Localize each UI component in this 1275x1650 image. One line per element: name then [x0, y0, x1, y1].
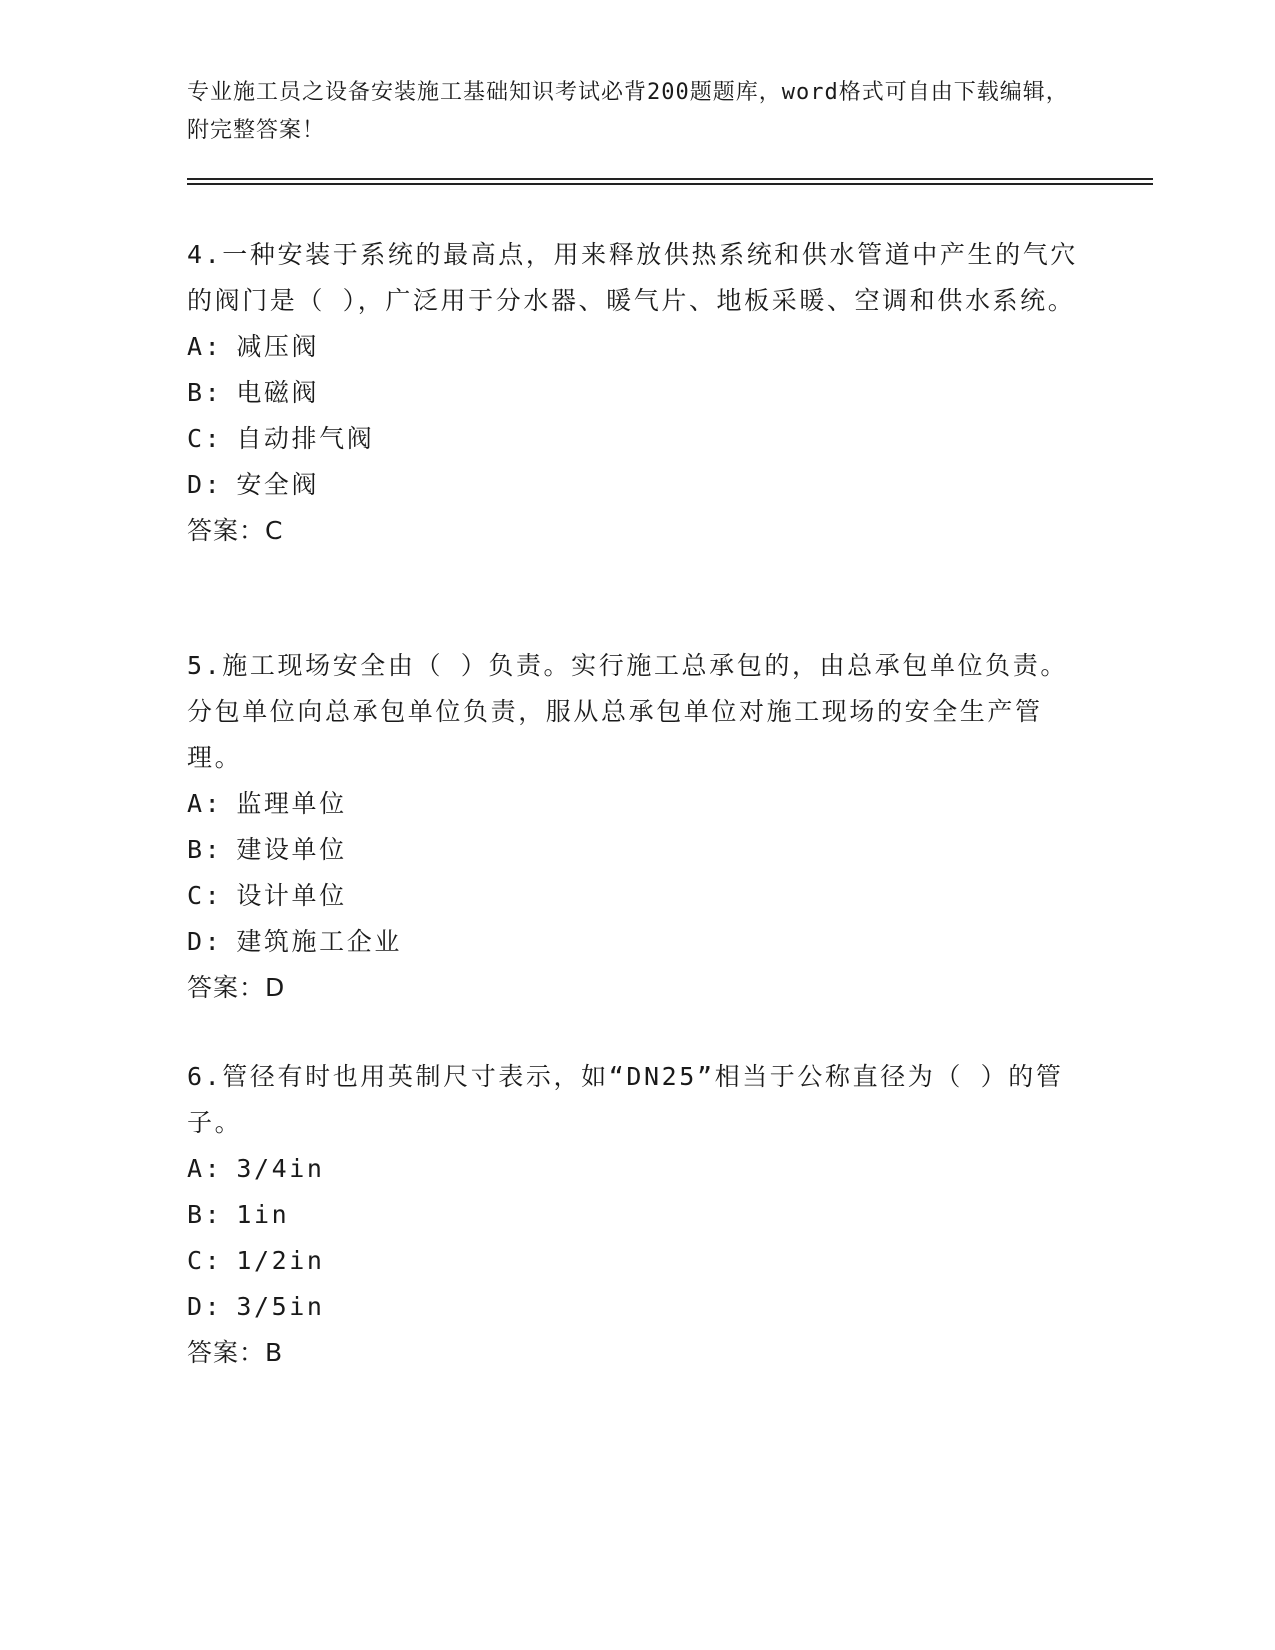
- question-stem: 6.管径有时也用英制尺寸表示，如“DN25”相当于公称直径为（ ）的管子。: [187, 1062, 1064, 1137]
- option-d: [187, 1284, 1087, 1330]
- answer-line: 答案：B: [187, 1338, 284, 1367]
- question-stem: 4.一种安装于系统的最高点，用来释放供热系统和供水管道中产生的气穴的阀门是（ ），广泛用于分水器、暖气片、地板采暖、空调和供水系统。: [187, 240, 1078, 315]
- option-c: [187, 1238, 1087, 1284]
- answer-line: 答案：C: [187, 516, 284, 545]
- option-key: A:: [187, 332, 223, 361]
- option-a: [187, 781, 1087, 827]
- option-key: D:: [187, 1292, 223, 1321]
- option-key: D:: [187, 927, 223, 956]
- question-5: [187, 643, 1087, 1011]
- question-4: [187, 232, 1087, 554]
- option-key: B:: [187, 835, 223, 864]
- option-d: [187, 919, 1087, 965]
- option-text: 建设单位: [236, 835, 347, 864]
- option-key: B:: [187, 378, 223, 407]
- option-text: 设计单位: [236, 881, 347, 910]
- option-c: [187, 416, 1087, 462]
- option-key: A:: [187, 1154, 223, 1183]
- option-d: [187, 462, 1087, 508]
- question-stem: 5.施工现场安全由（ ）负责。实行施工总承包的，由总承包单位负责。分包单位向总承包单位负责，服从总承包单位对施工现场的安全生产管理。: [187, 651, 1068, 772]
- header-divider-bottom: [187, 183, 1153, 185]
- option-text: 电磁阀: [236, 378, 320, 407]
- option-text: 建筑施工企业: [236, 927, 402, 956]
- option-c: [187, 873, 1087, 919]
- option-key: C:: [187, 424, 223, 453]
- option-key: D:: [187, 470, 223, 499]
- option-key: A:: [187, 789, 223, 818]
- option-text: 1in: [236, 1200, 290, 1229]
- option-key: C:: [187, 881, 223, 910]
- option-key: B:: [187, 1200, 223, 1229]
- header-divider-top: [187, 178, 1153, 180]
- question-6: [187, 1054, 1087, 1376]
- option-b: [187, 370, 1087, 416]
- option-text: 3/5in: [236, 1292, 325, 1321]
- option-text: 1/2in: [236, 1246, 325, 1275]
- option-b: [187, 827, 1087, 873]
- option-a: [187, 1146, 1087, 1192]
- option-text: 减压阀: [236, 332, 320, 361]
- option-text: 监理单位: [236, 789, 347, 818]
- option-a: [187, 324, 1087, 370]
- document-header: 专业施工员之设备安装施工基础知识考试必背200题题库，word格式可自由下载编辑，附完整答案！: [187, 80, 1069, 143]
- option-text: 安全阀: [236, 470, 320, 499]
- answer-line: 答案：D: [187, 973, 286, 1002]
- option-text: 自动排气阀: [236, 424, 375, 453]
- option-b: [187, 1192, 1087, 1238]
- option-text: 3/4in: [236, 1154, 325, 1183]
- option-key: C:: [187, 1246, 223, 1275]
